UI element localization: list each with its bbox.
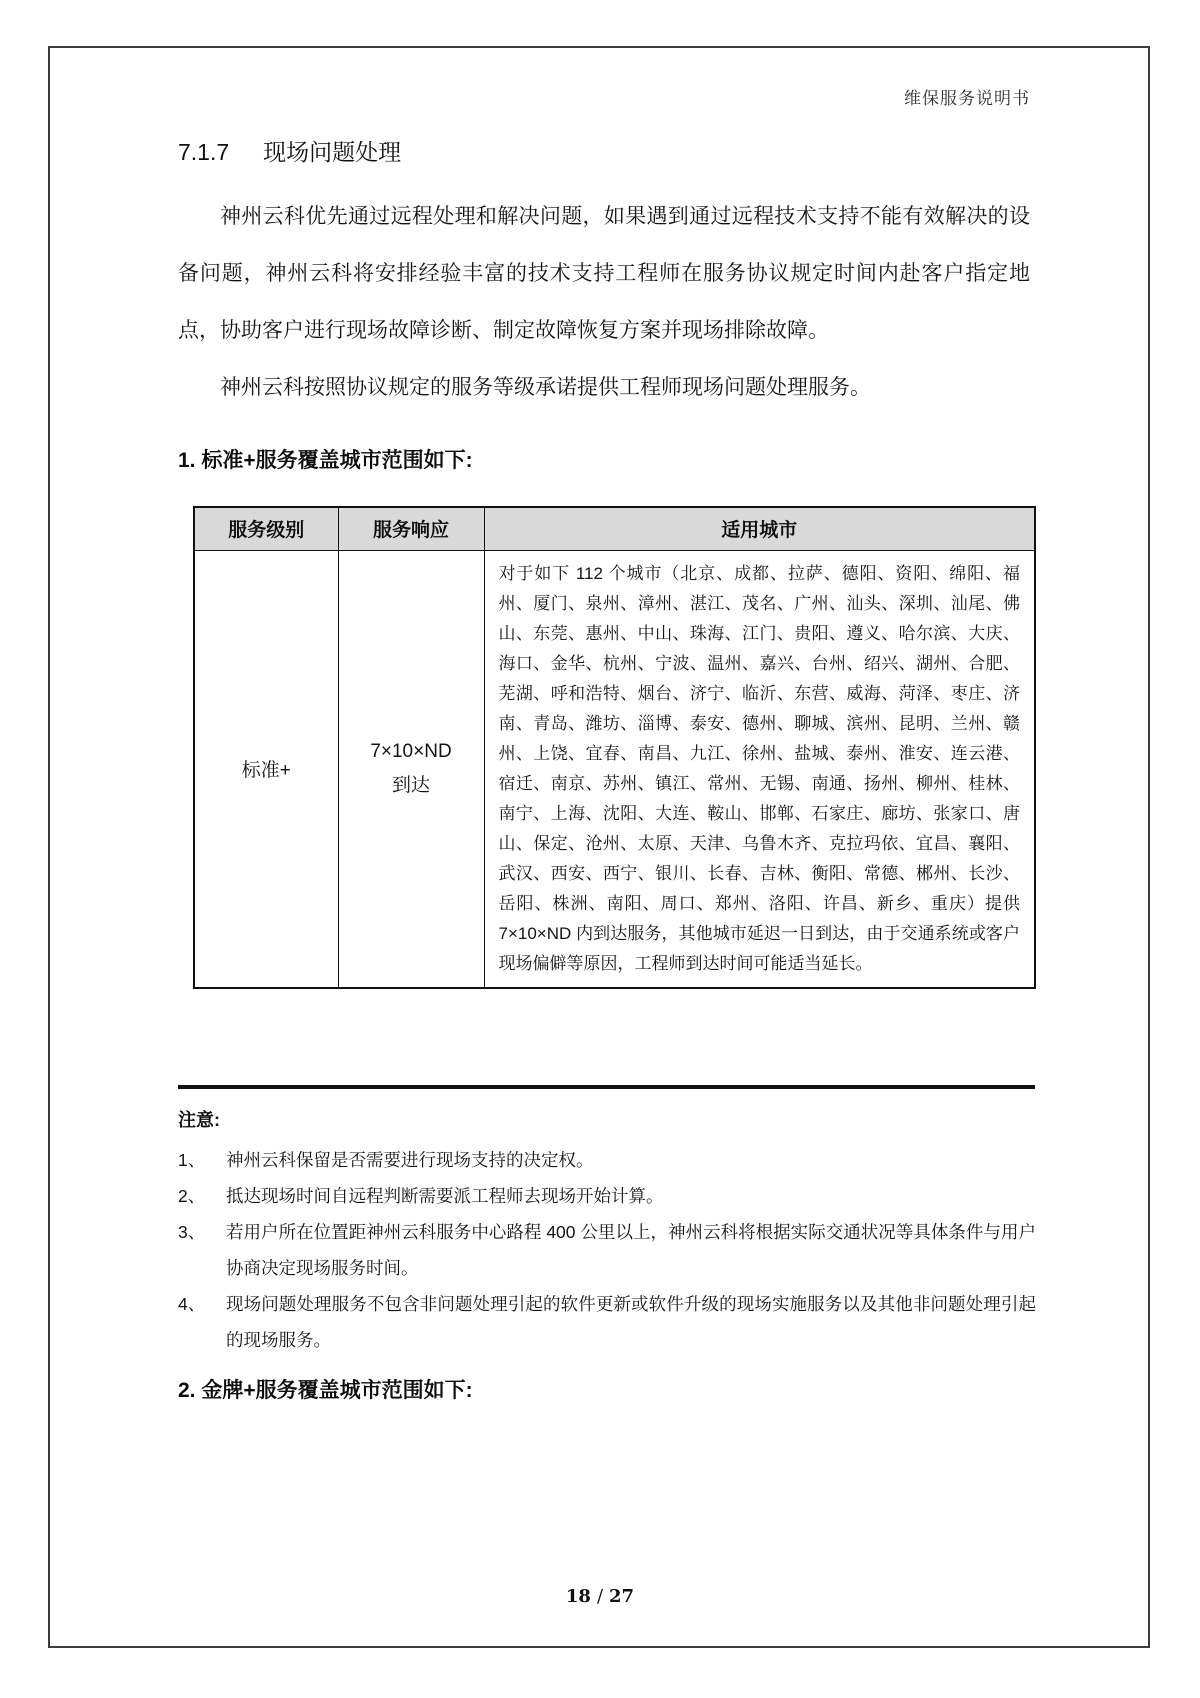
notes-list	[178, 1142, 1036, 1358]
header-cell-service-level: 服务级别	[194, 507, 338, 550]
cell-service-response	[338, 550, 484, 988]
service-response-line1: 7×10×ND	[370, 740, 452, 762]
service-response-line2: 到达	[391, 774, 430, 796]
note-item-3	[178, 1214, 1036, 1286]
notes-label: 注意:	[178, 1110, 220, 1130]
note-item-4	[178, 1286, 1036, 1358]
note-number-2: 2、	[178, 1186, 206, 1206]
body-paragraph-2: 神州云科按照协议规定的服务等级承诺提供工程师现场问题处理服务。	[220, 376, 871, 399]
header-cell-service-response: 服务响应	[338, 507, 484, 550]
page-footer	[0, 1586, 1200, 1607]
section-heading	[178, 134, 401, 167]
section-number: 7.1.7	[178, 139, 230, 165]
cell-applicable-cities: 对于如下 112 个城市（北京、成都、拉萨、德阳、资阳、绵阳、福州、厦门、泉州、漳州、湛江、茂名、广州、汕头、深圳、汕尾、佛山、东莞、惠州、中山、珠海、江门、贵阳、遵义、哈尔滨、大庆、海口、金华、杭州、宁波、温州、嘉兴、台州、绍兴、湖州、合肥、芜湖、呼和浩特、烟台、济宁、临沂、东营、威海、菏泽、枣庄、济南、青岛、潍坊、淄博、泰安、德州、聊城、滨州、昆明、兰州、赣州、上饶、宜春、南昌、九江、徐州、盐城、泰州、淮安、连云港、宿迁、南京、苏州、镇江、常州、无锡、南通、扬州、柳州、桂林、南宁、上海、沈阳、大连、鞍山、邯郸、石家庄、廊坊、张家口、唐山、保定、沧州、太原、天津、乌鲁木齐、克拉玛依、宜昌、襄阳、武汉、西安、西宁、银川、长春、吉林、衡阳、常德、郴州、长沙、岳阳、株洲、南阳、周口、郑州、洛阳、许昌、新乡、重庆）提供 7×10×ND 内到达服务，其他城市延迟一日到达，由于交通系统或客户现场偏僻等原因，工程师到达时间可能适当延长。	[484, 550, 1035, 988]
page-number-current: 18	[565, 1586, 591, 1607]
subheading-standard-coverage: 1. 标准+服务覆盖城市范围如下:	[178, 449, 473, 472]
page-number-total: 27	[609, 1586, 635, 1607]
note-text-1: 神州云科保留是否需要进行现场支持的决定权。	[226, 1150, 594, 1170]
note-item-2	[178, 1178, 1036, 1214]
header-cell-applicable-cities: 适用城市	[484, 507, 1035, 550]
page-number-separator: /	[596, 1586, 604, 1607]
note-number-1: 1、	[178, 1150, 206, 1170]
note-text-2: 抵达现场时间自远程判断需要派工程师去现场开始计算。	[226, 1186, 664, 1206]
service-coverage-table	[193, 506, 1036, 989]
subheading-gold-coverage: 2. 金牌+服务覆盖城市范围如下:	[178, 1379, 473, 1402]
note-text-4: 现场问题处理服务不包含非问题处理引起的软件更新或软件升级的现场实施服务以及其他非问题处理引起的现场服务。	[226, 1294, 1036, 1350]
horizontal-divider	[178, 1085, 1035, 1089]
table-row	[194, 550, 1035, 988]
note-number-4: 4、	[178, 1294, 206, 1314]
section-title: 现场问题处理	[263, 139, 402, 165]
note-item-1	[178, 1142, 1036, 1178]
document-header-title: 维保服务说明书	[904, 89, 1030, 109]
cell-service-level: 标准+	[194, 550, 338, 988]
note-text-3: 若用户所在位置距神州云科服务中心路程 400 公里以上，神州云科将根据实际交通状况等具体条件与用户协商决定现场服务时间。	[226, 1222, 1036, 1278]
body-paragraph-1: 神州云科优先通过远程处理和解决问题，如果遇到通过远程技术支持不能有效解决的设备问题，神州云科将安排经验丰富的技术支持工程师在服务协议规定时间内赴客户指定地点，协助客户进行现场故障诊断、制定故障恢复方案并现场排除故障。	[178, 205, 1030, 342]
note-number-3: 3、	[178, 1222, 206, 1242]
table-header-row	[194, 507, 1035, 550]
